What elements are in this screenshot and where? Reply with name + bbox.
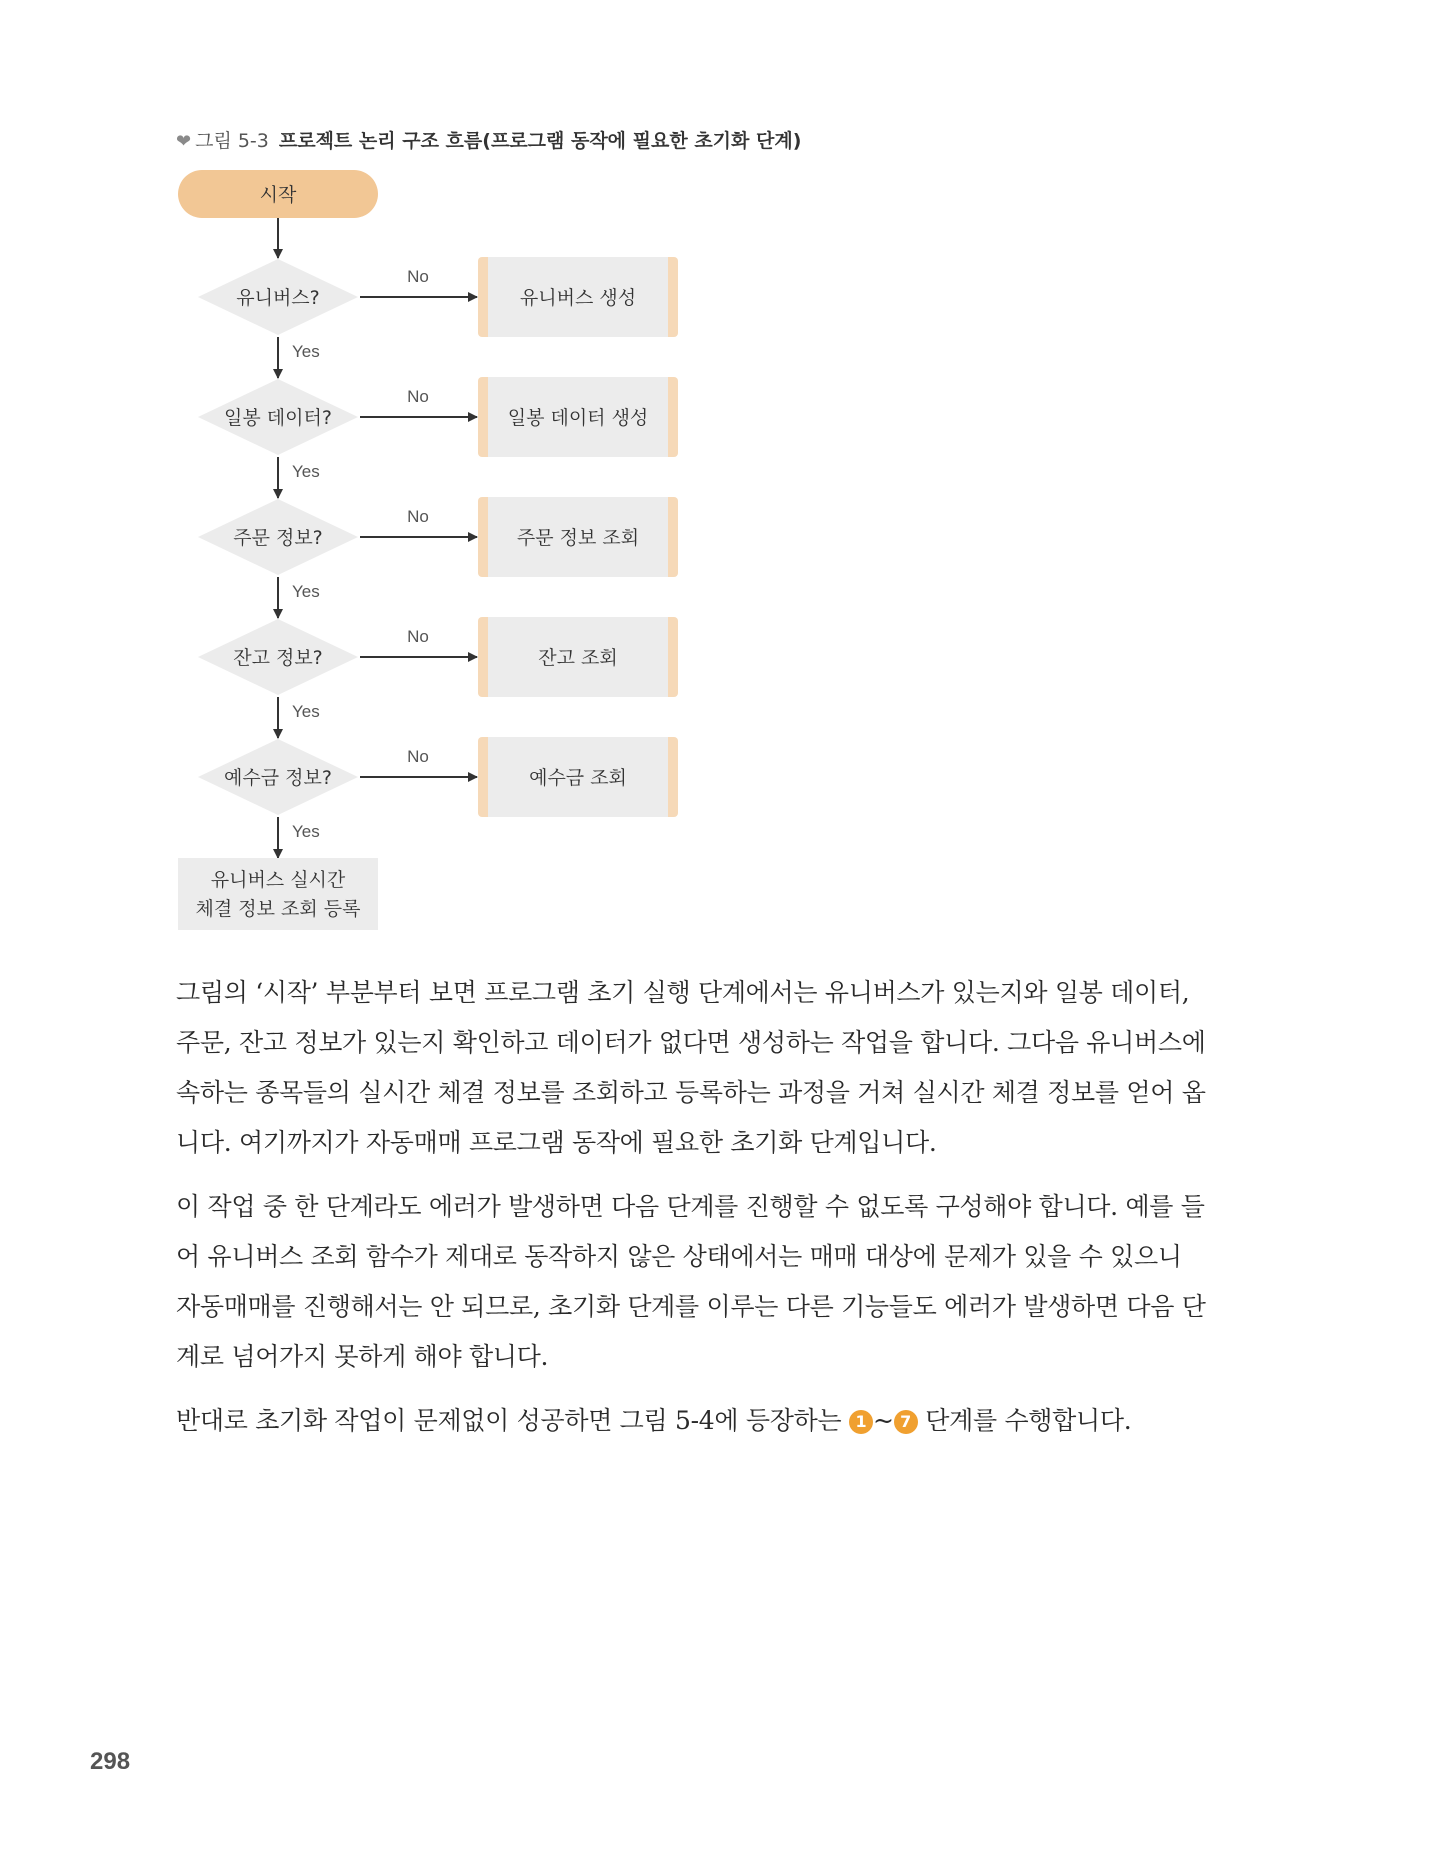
- decision-5-label: 예수금 정보?: [224, 767, 332, 789]
- end-label-2: 체결 정보 조회 등록: [195, 898, 361, 920]
- paragraph-1: 그림의 ‘시작’ 부분부터 보면 프로그램 초기 실행 단계에서는 유니버스가 있는지와 일봉 데이터, 주문, 잔고 정보가 있는지 확인하고 데이터가 없다면 생성하는 작업을 합니다. 그다음 유니버스에 속하는 종목들의 실시간 체결 정보를 조회하고 등록하는 과정을 거쳐 실시간 체결 정보를 얻어 옵니다. 여기까지가 자동매매 프로그램 동작에 필요한 초기화 단계입니다.: [176, 978, 1206, 1157]
- paragraph-3-end: 단계를 수행합니다.: [917, 1406, 1132, 1435]
- figure-number: 그림 5-3: [195, 130, 269, 152]
- yes-label-5: Yes: [292, 822, 320, 841]
- action-4-label: 잔고 조회: [538, 647, 618, 669]
- page-number: 298: [90, 1748, 131, 1775]
- no-label-1: No: [407, 267, 429, 286]
- decision-4-label: 잔고 정보?: [233, 647, 323, 669]
- tilde: ~: [872, 1406, 894, 1435]
- no-label-4: No: [407, 627, 429, 646]
- no-label-2: No: [407, 387, 429, 406]
- start-label: 시작: [259, 184, 297, 206]
- action-5-label: 예수금 조회: [529, 767, 627, 789]
- decision-3-label: 주문 정보?: [233, 527, 323, 549]
- action-2-label: 일봉 데이터 생성: [507, 407, 649, 429]
- yes-label-1: Yes: [292, 342, 320, 361]
- step-7-badge: 7: [894, 1410, 918, 1434]
- figure-title: 프로젝트 논리 구조 흐름(프로그램 동작에 필요한 초기화 단계): [278, 130, 802, 152]
- yes-label-3: Yes: [292, 582, 320, 601]
- action-3-label: 주문 정보 조회: [516, 527, 640, 549]
- body-text: [176, 968, 1208, 1460]
- step-1-badge: 1: [849, 1410, 873, 1434]
- end-label-1: 유니버스 실시간: [210, 869, 346, 891]
- no-label-5: No: [407, 747, 429, 766]
- yes-label-4: Yes: [292, 702, 320, 721]
- paragraph-2: 이 작업 중 한 단계라도 에러가 발생하면 다음 단계를 진행할 수 없도록 구성해야 합니다. 예를 들어 유니버스 조회 함수가 제대로 동작하지 않은 상태에서는 매매 대상에 문제가 있을 수 있으니 자동매매를 진행해서는 안 되므로, 초기화 단계를 이루는 다른 기능들도 에러가 발생하면 다음 단계로 넘어가지 못하게 해야 합니다.: [176, 1192, 1206, 1371]
- no-label-3: No: [407, 507, 429, 526]
- heart-icon: ❤: [176, 131, 192, 152]
- paragraph-3: [176, 1396, 1208, 1446]
- decision-2-label: 일봉 데이터?: [224, 407, 332, 429]
- decision-1-label: 유니버스?: [236, 287, 320, 309]
- paragraph-3-start: 반대로 초기화 작업이 문제없이 성공하면 그림 5-4에 등장하는: [176, 1406, 849, 1435]
- action-1-label: 유니버스 생성: [519, 287, 637, 309]
- yes-label-2: Yes: [292, 462, 320, 481]
